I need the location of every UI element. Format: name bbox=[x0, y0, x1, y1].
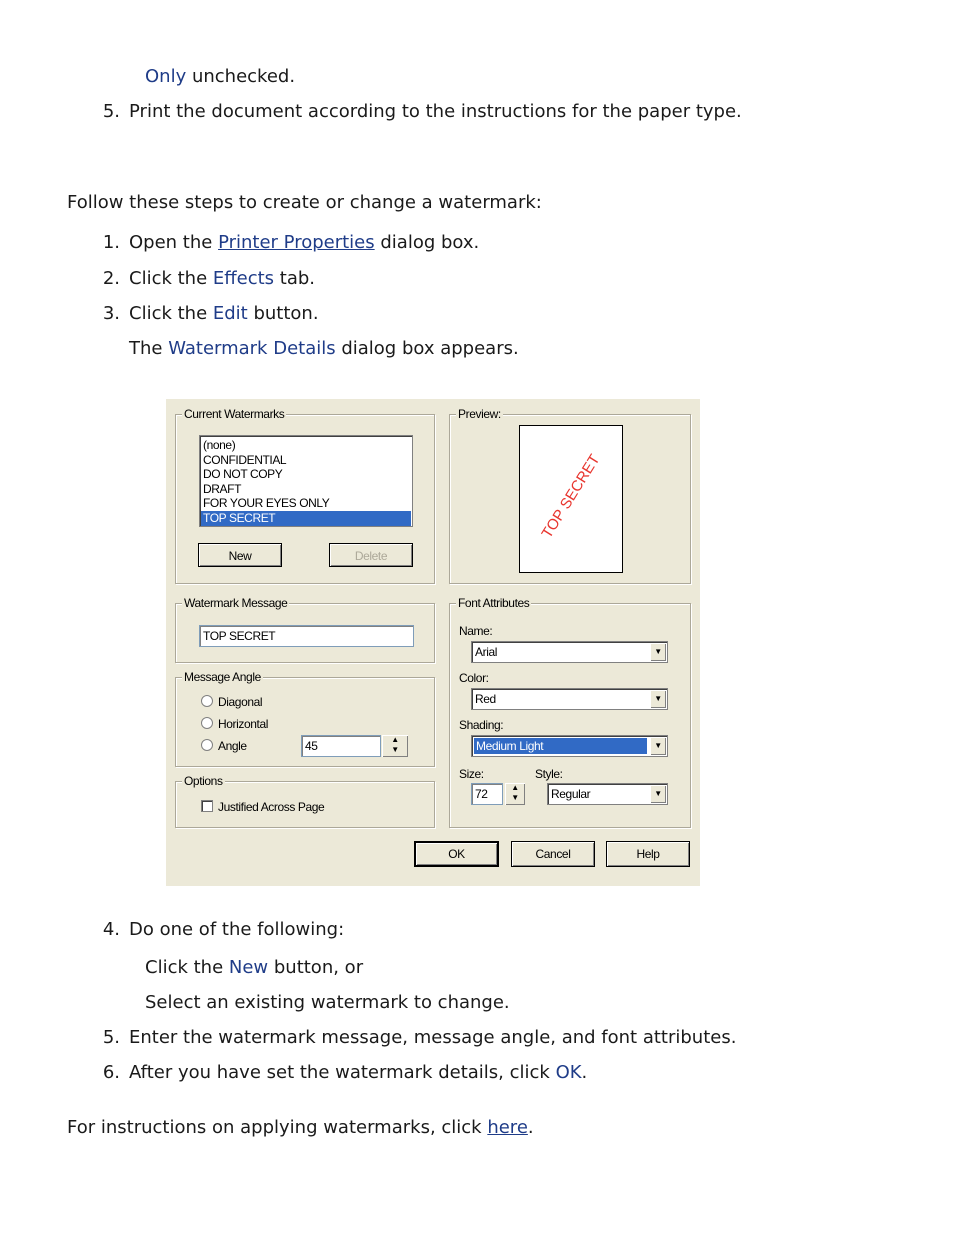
step-3: 3. Click the Edit button. bbox=[102, 303, 319, 324]
chevron-down-icon[interactable]: ▼ bbox=[650, 737, 666, 755]
preview-label: Preview: bbox=[458, 407, 501, 421]
size-input[interactable]: 72 bbox=[471, 783, 503, 805]
shading-select[interactable]: Medium Light ▼ bbox=[471, 735, 668, 757]
horizontal-radio[interactable] bbox=[201, 717, 213, 729]
list-item[interactable]: CONFIDENTIAL bbox=[203, 452, 287, 467]
preview-watermark-text: TOP SECRET bbox=[538, 451, 604, 542]
delete-button[interactable]: Delete bbox=[329, 543, 413, 567]
sub-option-b: Select an existing watermark to change. bbox=[145, 992, 510, 1013]
options-group bbox=[175, 774, 435, 828]
horizontal-label: Horizontal bbox=[218, 717, 269, 731]
step-5-top: 5. Print the document according to the instructions for the paper type. bbox=[102, 101, 742, 122]
list-item-selected[interactable]: TOP SECRET bbox=[201, 511, 411, 526]
current-watermarks-label: Current Watermarks bbox=[184, 407, 285, 421]
only-term: Only bbox=[145, 66, 187, 87]
list-item[interactable]: FOR YOUR EYES ONLY bbox=[203, 496, 330, 511]
font-color-label: Color: bbox=[459, 671, 489, 685]
step-5: 5. Enter the watermark message, message angle, and font attributes. bbox=[102, 1027, 737, 1048]
edit-term: Edit bbox=[212, 303, 248, 324]
message-angle-group bbox=[175, 670, 435, 767]
chevron-down-icon[interactable]: ▼ bbox=[650, 643, 666, 661]
font-color-select[interactable]: Red ▼ bbox=[471, 688, 668, 710]
watermark-details-dialog bbox=[166, 399, 700, 886]
here-link[interactable]: here bbox=[487, 1117, 528, 1138]
current-watermarks-group bbox=[175, 407, 435, 584]
new-button[interactable]: New bbox=[198, 543, 282, 567]
font-name-select[interactable]: Arial ▼ bbox=[471, 641, 668, 663]
font-attributes-label: Font Attributes bbox=[458, 596, 530, 610]
diagonal-radio[interactable] bbox=[201, 695, 213, 707]
diagonal-label: Diagonal bbox=[218, 695, 263, 709]
watermark-message-label: Watermark Message bbox=[184, 596, 288, 610]
options-label: Options bbox=[184, 774, 223, 788]
step-1: 1. Open the Printer Properties dialog box. bbox=[102, 232, 480, 253]
help-button[interactable]: Help bbox=[606, 841, 690, 867]
ok-button[interactable]: OK bbox=[414, 841, 499, 867]
effects-term: Effects bbox=[212, 268, 275, 289]
chevron-down-icon[interactable]: ▼ bbox=[650, 785, 666, 803]
watermark-message-input[interactable]: TOP SECRET bbox=[199, 625, 414, 647]
style-select[interactable]: Regular ▼ bbox=[547, 783, 668, 805]
list-item[interactable]: DO NOT COPY bbox=[203, 467, 283, 482]
style-label: Style: bbox=[535, 767, 563, 781]
justified-label: Justified Across Page bbox=[218, 800, 325, 814]
chevron-down-icon[interactable]: ▼ bbox=[650, 690, 666, 708]
font-attributes-group bbox=[449, 596, 691, 828]
angle-label: Angle bbox=[218, 739, 247, 753]
size-spinner[interactable]: ▲ ▼ bbox=[505, 783, 525, 805]
step-4: 4. Do one of the following: bbox=[102, 919, 345, 940]
message-angle-label: Message Angle bbox=[184, 670, 261, 684]
justified-checkbox[interactable] bbox=[201, 800, 213, 812]
angle-input[interactable]: 45 bbox=[301, 735, 381, 757]
size-label: Size: bbox=[459, 767, 484, 781]
font-name-label: Name: bbox=[459, 624, 493, 638]
preview-page bbox=[519, 425, 623, 573]
watermark-details-term: Watermark Details bbox=[168, 338, 336, 359]
dialog-appears-text: The Watermark Details dialog box appears. bbox=[129, 338, 519, 359]
watermark-list[interactable] bbox=[199, 435, 413, 527]
intro-text: Follow these steps to create or change a watermark: bbox=[67, 192, 542, 213]
shading-label: Shading: bbox=[459, 718, 504, 732]
step-2: 2. Click the Effects tab. bbox=[102, 268, 316, 289]
list-item[interactable]: (none) bbox=[203, 438, 236, 452]
step-6: 6. After you have set the watermark details, click OK. bbox=[102, 1062, 588, 1083]
printer-properties-link[interactable]: Printer Properties bbox=[218, 232, 375, 253]
sub-option-a: Click the New button, or bbox=[145, 957, 364, 978]
preview-group bbox=[449, 407, 691, 584]
list-item[interactable]: DRAFT bbox=[203, 481, 241, 496]
cancel-button[interactable]: Cancel bbox=[511, 841, 595, 867]
angle-spinner[interactable]: ▲ ▼ bbox=[382, 735, 408, 757]
new-term: New bbox=[228, 957, 269, 978]
footer-text: For instructions on applying watermarks, click here. bbox=[67, 1117, 534, 1138]
continuation-line: Only unchecked. bbox=[145, 66, 296, 87]
ok-term: OK bbox=[555, 1062, 582, 1083]
watermark-message-group bbox=[175, 596, 435, 663]
angle-radio[interactable] bbox=[201, 739, 213, 751]
